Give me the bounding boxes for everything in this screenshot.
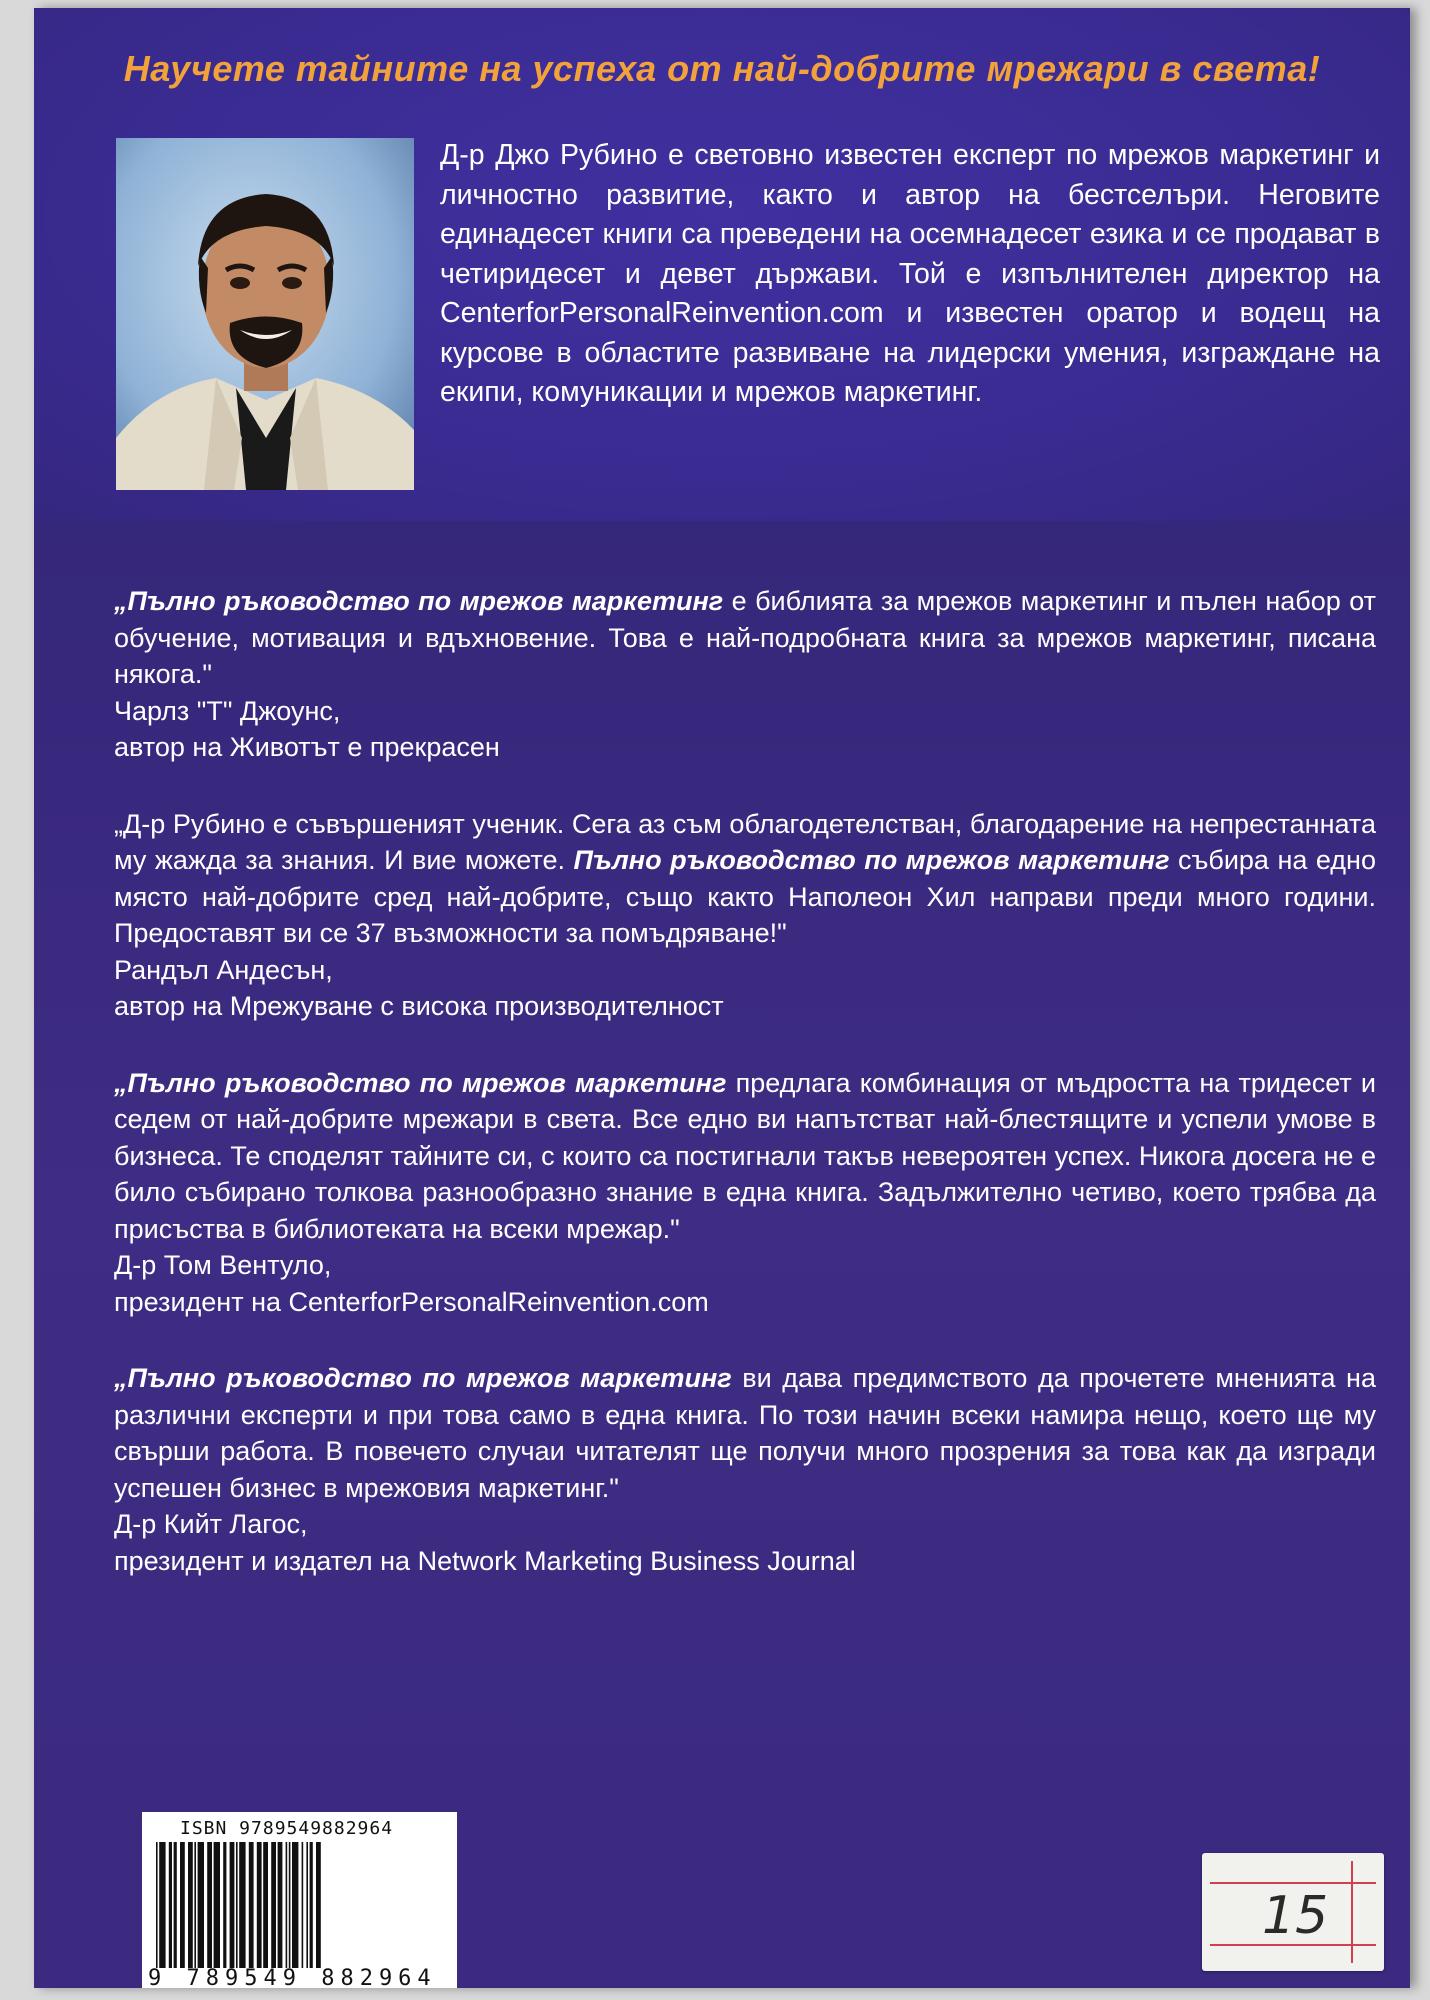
endorsement-intro: „Д-р Рубино е съвършеният ученик. Сега аз съм облагодетелстван, благодарение на непрестанната му жажда за знания. И вие можете. — [114, 808, 1376, 875]
book-title-emphasis: „Пълно ръководство по мрежов маркетинг — [114, 1067, 727, 1098]
endorsement — [114, 806, 1376, 1025]
barcode-bar — [169, 1842, 172, 1968]
barcode-bar — [257, 1842, 262, 1968]
price-value: 15 — [1262, 1886, 1329, 1946]
headline: Научете тайните на успеха от най-добрите мрежари в света! — [123, 48, 1321, 89]
barcode-bar — [174, 1842, 177, 1968]
endorser-name: Чарлз "Т" Джоунс, — [114, 695, 341, 726]
endorsements — [114, 583, 1376, 1619]
barcode-bar — [271, 1842, 276, 1968]
endorsement-body: събира на едно място най-добрите сред най-добрите, също както Наполеон Хил направи преди много години. Предоставят ви се 37 възможности за помъдряване!" — [114, 845, 1376, 948]
book-back-cover — [34, 8, 1410, 1988]
barcode-bar — [214, 1842, 220, 1968]
endorsement-text — [114, 1360, 1376, 1506]
barcode-bar — [207, 1842, 212, 1968]
barcode-bar — [230, 1842, 235, 1968]
barcode-bar — [198, 1842, 204, 1968]
endorser-name: Д-р Том Вентуло, — [114, 1250, 332, 1280]
endorser-name: Рандъл Андесън, — [114, 954, 333, 985]
endorsement-text — [114, 1065, 1376, 1248]
endorsement-text — [114, 583, 1376, 693]
endorser-role: автор на Животът е прекрасен — [114, 732, 500, 762]
barcode-bar — [316, 1842, 321, 1968]
endorsement — [114, 1360, 1376, 1579]
barcode-digits: 9 789549 882964 — [148, 1966, 437, 1988]
barcode-bar — [156, 1842, 158, 1968]
endorser-name: Д-р Кийт Лагос, — [114, 1509, 308, 1539]
isbn-barcode — [142, 1812, 457, 1988]
book-title-emphasis: Пълно ръководство по мрежов маркетинг — [573, 845, 1170, 875]
barcode-bar — [289, 1842, 291, 1968]
endorsement-body: ви дава предимството да прочетете мненията на различни експерти и при това само в една книга. По този начин всеки намира нещо, което ще му свърши работа. В повечето случаи читателят ще получи много прозрения за това как да изгради успешен бизнес в мрежовия маркетинг." — [114, 1363, 1376, 1503]
author-photo — [116, 138, 414, 490]
endorsement — [114, 583, 1376, 766]
endorsement-body: предлага комбинация от мъдростта на тридесет и седем от най-добрите мрежари в света. Все едно ви напътстват най-блестящите и успели умове в бизнеса. Те споделят тайните си, с които са постигнали такъв невероятен успех. Никога досега не е било събирано толкова разнообразно знание в една книга. Задължително четиво, което трябва да присъства в библиотеката на всеки мрежар." — [114, 1067, 1376, 1244]
endorser-role: президент на CenterforPersonalReinvention.com — [114, 1286, 709, 1317]
barcode-bar — [239, 1842, 245, 1968]
barcode-bar — [302, 1842, 304, 1968]
isbn-label: ISBN 9789549882964 — [180, 1818, 394, 1839]
barcode-bar — [292, 1842, 298, 1968]
barcode-bar — [286, 1842, 288, 1968]
barcode-bar — [223, 1842, 226, 1968]
book-title-emphasis: „Пълно ръководство по мрежов маркетинг — [114, 586, 724, 616]
barcode-icon — [152, 1842, 448, 1968]
endorsement-text — [114, 806, 1376, 952]
barcode-bar — [159, 1842, 165, 1968]
barcode-bar — [263, 1842, 268, 1968]
endorsement-body: е библията за мрежов маркетинг и пълен набор от обучение, мотивация и вдъхновение. Това е най-подробната книга за мрежов маркетинг, писана някога." — [114, 586, 1376, 689]
barcode-bar — [180, 1842, 185, 1968]
barcode-bar — [278, 1842, 283, 1968]
barcode-bar — [236, 1842, 238, 1968]
price-tag-icon — [1202, 1853, 1384, 1971]
author-portrait-icon — [116, 138, 414, 490]
barcode-bar — [194, 1842, 196, 1968]
price-sticker — [1202, 1853, 1384, 1971]
endorser-role: автор на Мрежуване с висока производителност — [114, 991, 724, 1021]
barcode-bar — [188, 1842, 193, 1968]
endorser-role: президент и издател на Network Marketing Business Journal — [114, 1545, 856, 1576]
barcode-bar — [310, 1842, 313, 1968]
barcode-bar — [306, 1842, 308, 1968]
barcode-bar — [249, 1842, 254, 1968]
book-title-emphasis: „Пълно ръководство по мрежов маркетинг — [114, 1363, 732, 1393]
endorsement — [114, 1065, 1376, 1321]
author-bio: Д-р Джо Рубино е световно известен експерт по мрежов маркетинг и личностно развитие, както и автор на бестселъри. Неговите единадесет книги са преведени на осемнадесет езика и се продават в четиридесет и девет държави. Той е изпълнителен директор на CenterforPersonalReinvention.com и известен оратор и водещ на курсове в областите развиване на лидерски умения, изграждане на екипи, комуникации и мрежов маркетинг. — [440, 139, 1380, 408]
